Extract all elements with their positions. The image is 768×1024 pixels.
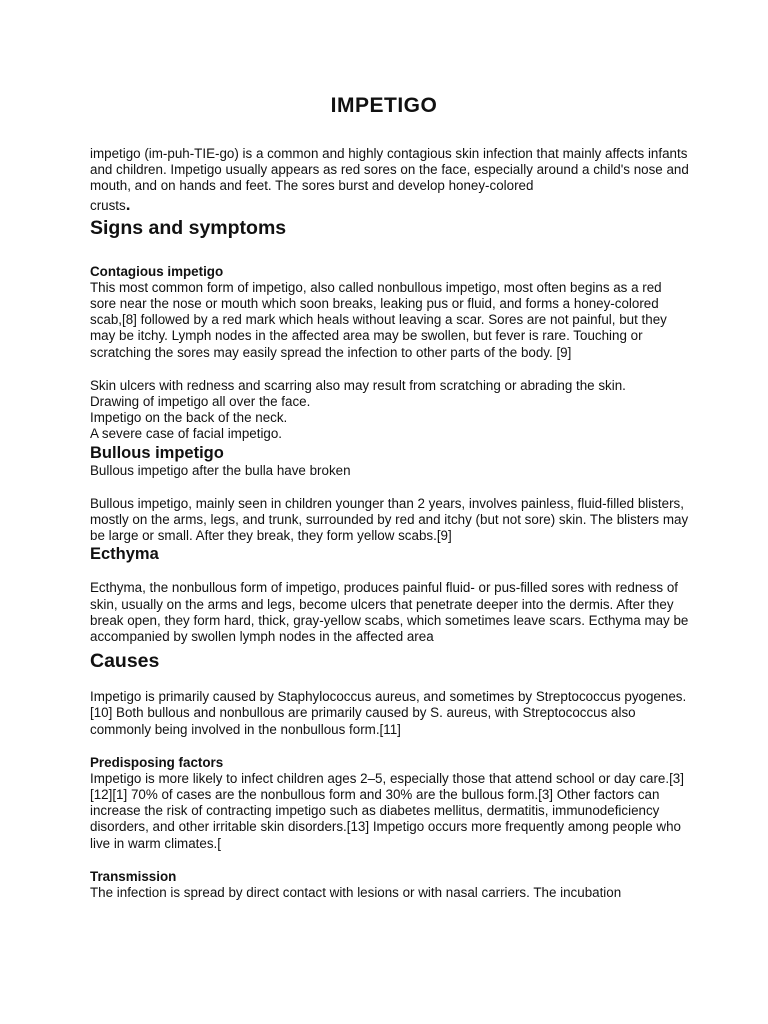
section-heading-signs: Signs and symptoms bbox=[90, 216, 287, 239]
caption-line: Impetigo on the back of the neck. bbox=[90, 410, 288, 426]
bullous-caption: Bullous impetigo after the bulla have broken bbox=[90, 462, 351, 478]
subheading-ecthyma: Ecthyma bbox=[90, 545, 159, 564]
section-heading-causes: Causes bbox=[90, 650, 160, 673]
subheading-predisposing: Predisposing factors bbox=[90, 754, 224, 770]
intro-period: . bbox=[125, 194, 131, 214]
subheading-contagious: Contagious impetigo bbox=[90, 263, 224, 279]
intro-end: crusts bbox=[90, 197, 126, 213]
transmission-paragraph: The infection is spread by direct contact with lesions or with nasal carriers. The incubation bbox=[90, 884, 622, 900]
intro-paragraph bbox=[90, 146, 690, 214]
page-title: IMPETIGO bbox=[330, 94, 438, 117]
intro-text: impetigo (im-puh-TIE-go) is a common and highly contagious skin infection that mainly affects infants and children. Impetigo usually appears as red sores on the face, especially around a child's nose and mouth, and on hands and feet. The sores burst and develop honey-colored bbox=[90, 146, 689, 194]
document-body bbox=[90, 146, 690, 901]
bullous-paragraph: Bullous impetigo, mainly seen in children younger than 2 years, involves painless, fluid-filled blisters, mostly on the arms, legs, and trunk, surrounded by red and itchy (but not sore) skin. The blisters may be large or small. After they break, they form yellow scabs.[9] bbox=[90, 495, 689, 544]
subheading-bullous: Bullous impetigo bbox=[90, 443, 224, 462]
caption-line: A severe case of facial impetigo. bbox=[90, 426, 283, 442]
subheading-transmission: Transmission bbox=[90, 868, 177, 884]
contagious-paragraph: This most common form of impetigo, also called nonbullous impetigo, most often begins as a red sore near the nose or mouth which soon breaks, leaking pus or fluid, and forms a honey-colored scab,[8] followed by a red mark which heals without leaving a scar. Sores are not painful, but they may be itchy. Lymph nodes in the affected area may be swollen, but fever is rare. Touching or scratching the sores may easily spread the infection to other parts of the body. [9] bbox=[90, 279, 667, 360]
caption-line: Drawing of impetigo all over the face. bbox=[90, 394, 311, 410]
caption-line: Skin ulcers with redness and scarring also may result from scratching or abrading the skin. bbox=[90, 377, 626, 393]
predisposing-paragraph: Impetigo is more likely to infect children ages 2–5, especially those that attend school or day care.[3][12][1] 70% of cases are the nonbullous form and 30% are the bullous form.[3] Other factors can increase the risk of contracting impetigo such as diabetes mellitus, dermatitis, immunodeficiency disorders, and other irritable skin disorders.[13] Impetigo occurs more frequently among people who live in warm climates.[ bbox=[90, 770, 684, 851]
ecthyma-paragraph: Ecthyma, the nonbullous form of impetigo, produces painful fluid- or pus-filled sores with redness of skin, usually on the arms and legs, become ulcers that penetrate deeper into the dermis. After they break open, they form hard, thick, gray-yellow scabs, which sometimes leave scars. Ecthyma may be accompanied by swollen lymph nodes in the affected area bbox=[90, 580, 689, 645]
causes-paragraph: Impetigo is primarily caused by Staphylococcus aureus, and sometimes by Streptococcus pyogenes.[10] Both bullous and nonbullous are primarily caused by S. aureus, with Streptococcus also commonly being involved in the nonbullous form.[11] bbox=[90, 689, 687, 737]
